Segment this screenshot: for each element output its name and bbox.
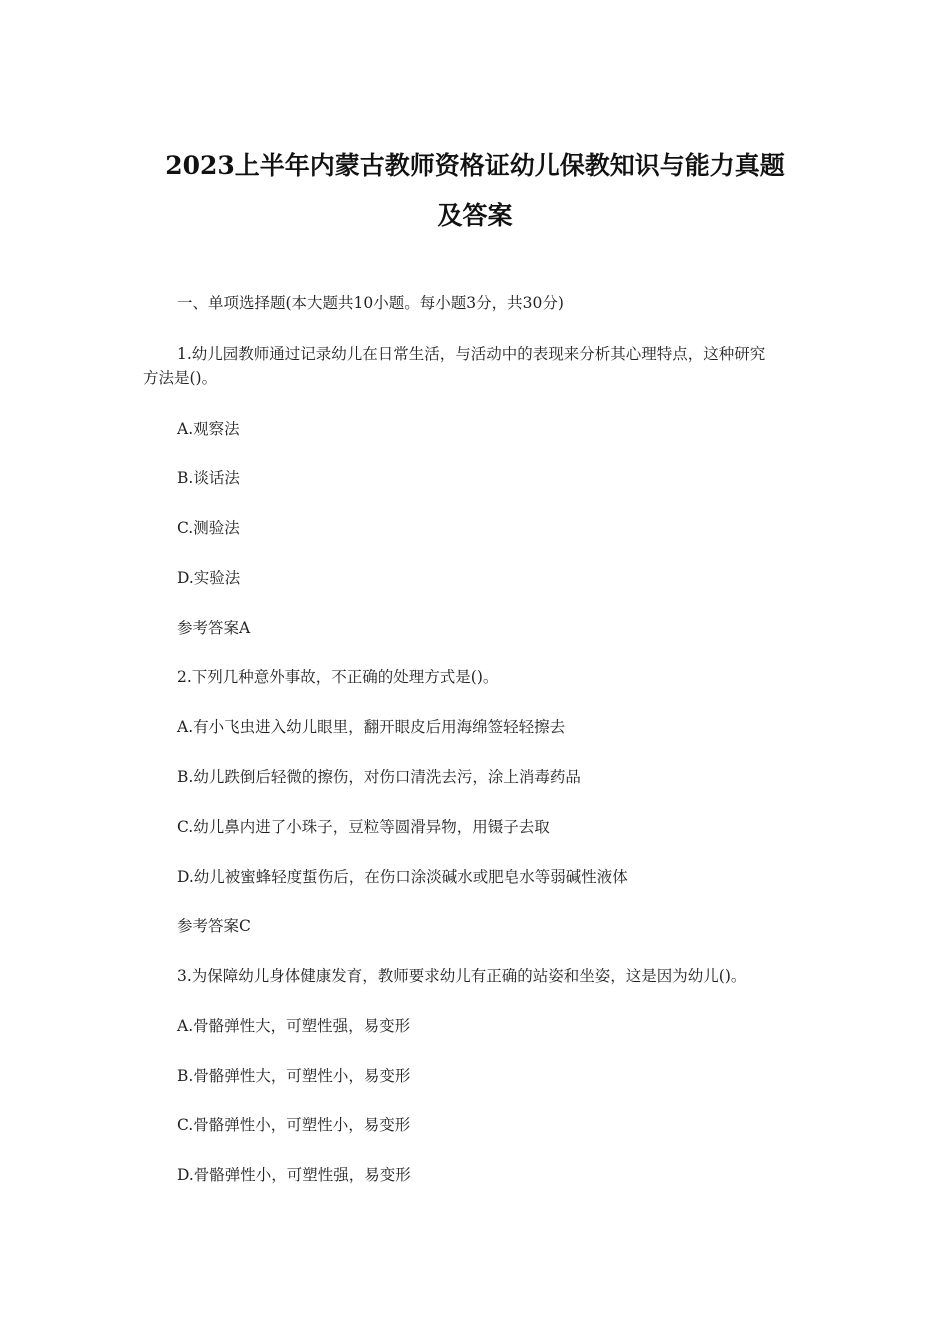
question-2-stem: 2.下列几种意外事故，不正确的处理方式是()。 (177, 668, 499, 686)
question-1-option-d: D.实验法 (177, 569, 241, 587)
question-1-answer: 参考答案A (177, 619, 251, 637)
section-heading: 一、单项选择题(本大题共10小题。每小题3分，共30分) (177, 294, 564, 312)
question-3-option-c: C.骨骼弹性小，可塑性小，易变形 (177, 1116, 411, 1134)
document-title-line-2: 及答案 (437, 201, 513, 230)
question-1-option-b: B.谈话法 (177, 469, 240, 487)
question-2-option-d: D.幼儿被蜜蜂轻度蜇伤后，在伤口涂淡碱水或肥皂水等弱碱性液体 (177, 868, 628, 886)
question-3-stem: 3.为保障幼儿身体健康发育，教师要求幼儿有正确的站姿和坐姿，这是因为幼儿()。 (177, 967, 747, 985)
question-2-answer: 参考答案C (177, 917, 251, 935)
question-1-stem-line-1: 1.幼儿园教师通过记录幼儿在日常生活，与活动中的表现来分析其心理特点，这种研究 (177, 345, 766, 363)
question-3-option-d: D.骨骼弹性小，可塑性强，易变形 (177, 1166, 411, 1184)
question-2-option-a: A.有小飞虫进入幼儿眼里，翻开眼皮后用海绵签轻轻擦去 (177, 718, 566, 736)
question-1-option-a: A.观察法 (177, 420, 240, 438)
question-1-option-c: C.测验法 (177, 519, 240, 537)
question-2-option-b: B.幼儿跌倒后轻微的擦伤，对伤口清洗去污，涂上消毒药品 (177, 768, 581, 786)
document-title-line-1: 2023上半年内蒙古教师资格证幼儿保教知识与能力真题 (165, 151, 785, 180)
question-3-option-a: A.骨骼弹性大，可塑性强，易变形 (177, 1017, 411, 1035)
question-1-stem-line-2: 方法是()。 (143, 369, 218, 387)
question-2-option-c: C.幼儿鼻内进了小珠子，豆粒等圆滑异物，用镊子去取 (177, 818, 550, 836)
question-3-option-b: B.骨骼弹性大，可塑性小，易变形 (177, 1067, 411, 1085)
